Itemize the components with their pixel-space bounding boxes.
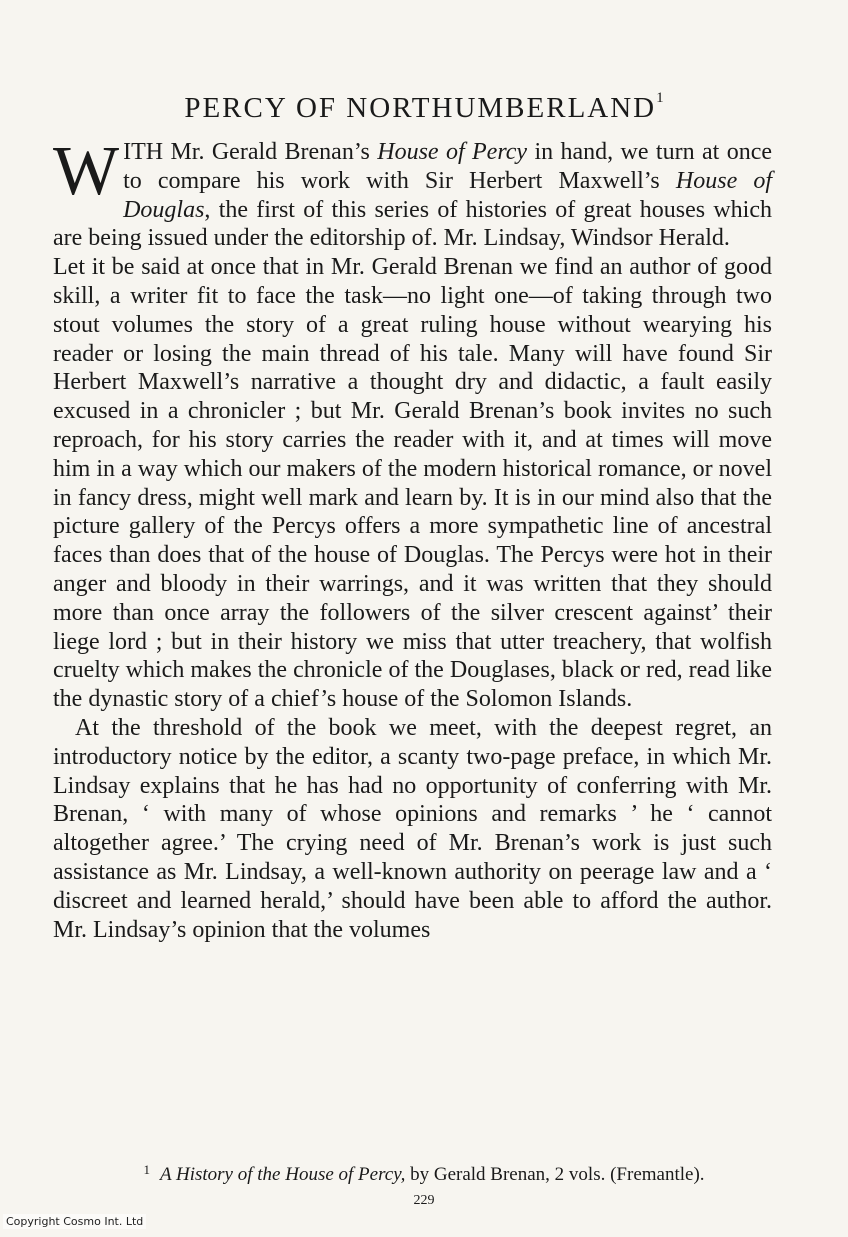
page-number: 229 bbox=[413, 1193, 435, 1208]
book-title: House of Percy bbox=[377, 139, 528, 165]
body-text bbox=[53, 133, 772, 944]
footnote bbox=[0, 1164, 848, 1186]
paragraph-3: At the threshold of the book we meet, with the deepest regret, an introductory notice by the editor, a scanty two-page preface, in which Mr. Lindsay explains that he has had no opportunity of conferring with Mr. Brenan, ‘ with many of whose opinions and remarks ’ he ‘ cannot altogether agree.’ The crying need of Mr. Brenan’s work is just such assistance as Mr. Lindsay, a well-known authority on peerage law and a ‘ discreet and learned herald,’ should have been able to afford the author. Mr. Lindsay’s opinion that the volumes bbox=[53, 714, 772, 943]
paragraph-1 bbox=[53, 133, 772, 253]
paragraph-2: Let it be said at once that in Mr. Gerald Brenan we find an author of good skill, a writer fit to face the task—no light one—of taking through two stout volumes the story of a great ruling house without wearying his reader or losing the main thread of his tale. Many will have found Sir Herbert Maxwell’s narrative a thought dry and didactic, a fault easily excused in a chronicler ; but Mr. Gerald Brenan’s book invites no such reproach, for his story carries the reader with it, and at times will move him in a way which our makers of the modern historical romance, or novel in fancy dress, might well mark and learn by. It is in our mind also that the picture gallery of the Percys offers a more sympathetic line of ancestral faces than does that of the house of Douglas. The Percys were hot in their anger and bloody in their warrings, and it was written that they should more than once array the followers of the silver crescent against’ their liege lord ; but in their history we miss that utter treachery, that wolfish cruelty which makes the chronicle of the Douglases, black or red, read like the dynastic story of a chief’s house of the Solomon Islands. bbox=[53, 254, 772, 713]
footnote-marker: 1 bbox=[143, 1162, 150, 1177]
footnote-text: by Gerald Brenan, 2 vols. (Fremantle). bbox=[405, 1164, 705, 1185]
paragraph-1-text: ITH Mr. Gerald Brenan’s House of Percy in hand, we turn at once to compare his work with Sir Herbert Maxwell’s House of Douglas, the first of this series of histories of great houses which are being issued under the editorship of. Mr. Lindsay, Windsor Herald. bbox=[53, 139, 772, 252]
footnote-book-title: A History of the House of Percy, bbox=[159, 1164, 406, 1185]
title-text: PERCY OF NORTHUMBERLAND bbox=[184, 92, 657, 124]
page-title bbox=[0, 92, 848, 125]
title-footnote-marker: 1 bbox=[656, 90, 664, 107]
copyright-watermark: Copyright Cosmo Int. Ltd bbox=[3, 1214, 146, 1229]
book-title: House of Douglas bbox=[123, 167, 772, 223]
drop-cap: W bbox=[53, 133, 120, 210]
